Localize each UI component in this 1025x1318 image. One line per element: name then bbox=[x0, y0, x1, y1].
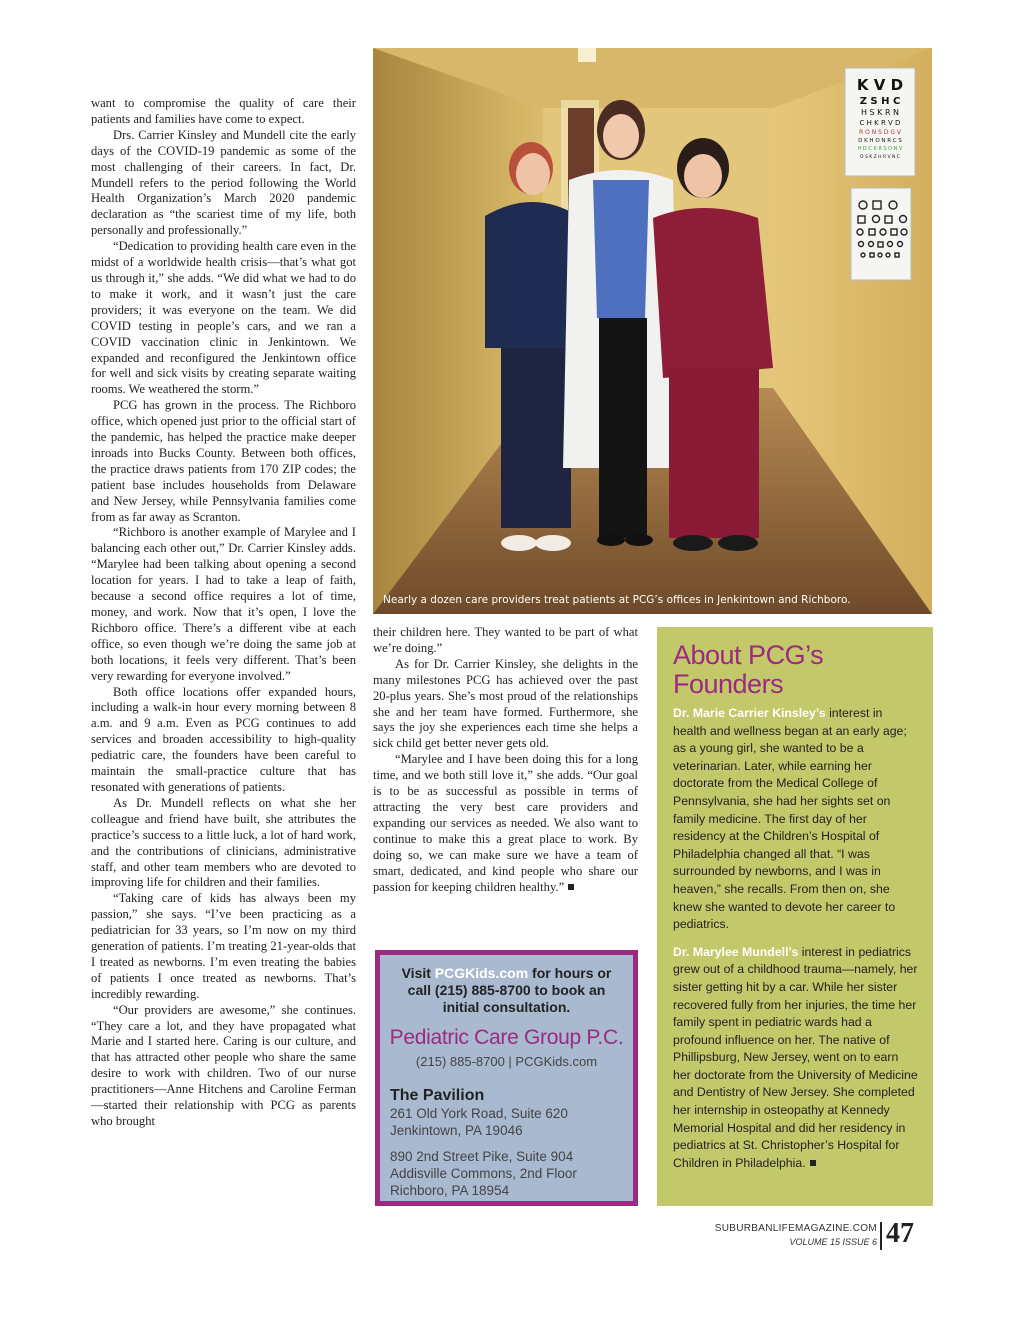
bio-text: interest in pediatrics grew out of a childhood trauma—namely, her sister getting hit by a car. While her sister recovered fully from her injuries, the time her family spent in pediatric wards had a profound influence on her. The native of Phillipsburg, New Jersey, went on to earn her doctorate from the University of Medicine and Dentistry of New Jersey. She completed her internship in osteopathy at Kennedy Memorial Hospital and did her residency in pediatrics at St. Christopher’s Hospital for Children in Philadelphia. bbox=[673, 944, 918, 1170]
footer-divider bbox=[880, 1222, 882, 1250]
bio-name: Dr. Marylee Mundell’s bbox=[673, 944, 799, 959]
visit-callout bbox=[394, 965, 619, 1016]
visit-suffix: for hours or call (215) 885-8700 to book an initial consultation. bbox=[407, 965, 612, 1015]
staff-photo bbox=[373, 48, 932, 614]
eye-chart-row: Z S H C bbox=[859, 96, 901, 107]
heading-line: Founders bbox=[673, 669, 784, 699]
footer-volume: VOLUME 15 ISSUE 6 bbox=[789, 1237, 877, 1247]
eye-chart-row: C H K R V D bbox=[859, 119, 901, 127]
eye-chart-row: O S K Z H R V N C bbox=[860, 155, 900, 160]
sidebar-heading bbox=[673, 641, 933, 699]
article-paragraph: “Taking care of kids has always been my passion,” she says. “I’ve been practicing as a pediatrician for 33 years, so I’m now on my third generation of patients. I’m treating 21-year-olds that I treated as newborns. I’m even treating the babies of patients I once treated as newborns. That’s incredibly rewarding. bbox=[91, 891, 356, 1001]
article-paragraph: their children here. They wanted to be part of what we’re doing.” bbox=[373, 625, 638, 655]
article-paragraph: As Dr. Mundell reflects on what she her colleague and friend have built, she attributes the practice’s success to a little luck, a lot of hard work, and the contributions of clinicians, administrative staff, and other team members who are devoted to improving life for children and their families. bbox=[91, 795, 356, 890]
article-paragraph: As for Dr. Carrier Kinsley, she delights in the many milestones PCG has achieved over the past 20-plus years. She’s most proud of the relationships she and her team have formed. Furthermore, she says the joy she experiences each time she helps a sick child get better never gets old. bbox=[373, 656, 638, 751]
article-paragraph: PCG has grown in the process. The Richboro office, which opened just prior to the official start of the pandemic, has helped the practice make deeper inroads into Bucks County. Between both offices, the practice draws patients from 170 ZIP codes; the patient base includes households from Delaware and New Jersey, while Pennsylvania families come from as far away as Scranton. bbox=[91, 398, 356, 524]
article-paragraph: “Our providers are awesome,” she continues. “They care a lot, and they have propagated what Marie and I started here. Caring is our culture, and that has attracted other people who share the same desire to work with children. Two of our nurse practitioners—Anne Hitchens and Caroline Ferman—started their relationship with PCG as parents who brought bbox=[91, 1002, 356, 1128]
page-number: 47 bbox=[886, 1218, 914, 1249]
website-link[interactable]: PCGKids.com bbox=[434, 965, 529, 981]
article-paragraph: Drs. Carrier Kinsley and Mundell cite the early days of the COVID-19 pandemic as some of the most challenging of their careers. In fact, Dr. Mundell refers to the period following the World Health Organization’s March 2020 pandemic declaration as “the scariest time of my life, both personally and professionally.” bbox=[91, 127, 356, 238]
article-column-2 bbox=[373, 625, 638, 895]
ceiling-light bbox=[578, 48, 596, 62]
article-paragraph: want to compromise the quality of care their patients and families have come to expect. bbox=[91, 96, 356, 126]
contact-line: (215) 885-8700 | PCGKids.com bbox=[415, 1054, 598, 1069]
location-name: The Pavilion bbox=[390, 1087, 485, 1104]
article-paragraph: “Richboro is another example of Marylee and I balancing each other out,” Dr. Carrier Kinsley adds. “Marylee had been talking about opening a second location for years. I had to take a leap of faith, because a second office requires a lot of time, money, and work. Now that it’s open, I love the Richboro office. There’s a different vibe at each office, so even though we’re doing the same job at both locations, it feels very different. That’s been very rewarding for everyone involved.” bbox=[91, 525, 356, 683]
article-paragraph-text: “Marylee and I have been doing this for a long time, and we both still love it,” she adds. “Our goal is to be as successful as possible in terms of attracting the very best care providers and expanding our services as needed. We also want to continue to make this a great place to work. By doing so, we can make sure we have a team of smart, dedicated, and kind people who share our passion for keeping children healthy.” bbox=[373, 752, 638, 894]
article-paragraph: Both office locations offer expanded hours, including a walk-in hour every morning between 8 a.m. and 9 a.m. Even as PCG continues to add services and broaden accessibility to high-quality pediatric care, the founders have been careful to maintain the small-practice culture that has resonated with generations of patients. bbox=[91, 684, 356, 794]
contact-box bbox=[375, 950, 638, 1206]
end-mark-icon bbox=[568, 884, 574, 890]
address-line: Richboro, PA 18954 bbox=[390, 1183, 510, 1198]
footer-website: SUBURBANLIFEMAGAZINE.COM bbox=[714, 1223, 877, 1234]
organization-name: Pediatric Care Group P.C. bbox=[389, 1026, 624, 1049]
address-line: Jenkintown, PA 19046 bbox=[390, 1123, 523, 1138]
visit-prefix: Visit bbox=[401, 965, 435, 981]
article-paragraph bbox=[373, 752, 638, 895]
address-line: 890 2nd Street Pike, Suite 904 bbox=[390, 1149, 574, 1164]
article-paragraph: “Dedication to providing health care even in the midst of a worldwide health crisis—that’s what got us through it,” she adds. “We did what we had to do to make it work, and it wasn’t just the care providers; it was everyone on the team. We did COVID testing in people’s cars, and we ran a COVID vaccination clinic in Jenkintown. We expanded and reconfigured the Jenkintown office for well and sick visits by creating separate waiting rooms. We weathered the storm.” bbox=[91, 239, 356, 397]
bio-mundell bbox=[673, 944, 919, 1173]
bio-name: Dr. Marie Carrier Kinsley’s bbox=[673, 706, 826, 720]
eye-chart-row: R O N S D G V bbox=[858, 129, 902, 136]
address-line: 261 Old York Road, Suite 620 bbox=[390, 1106, 568, 1121]
end-mark-icon bbox=[810, 1160, 816, 1166]
address-richboro bbox=[390, 1148, 633, 1199]
founders-sidebar bbox=[657, 627, 933, 1206]
eye-chart-row: K V D bbox=[856, 76, 904, 94]
eye-chart-row: H D C K R S O N V bbox=[857, 146, 903, 152]
address-jenkintown bbox=[390, 1105, 633, 1139]
photo-caption: Nearly a dozen care providers treat patients at PCG’s offices in Jenkintown and Richboro. bbox=[383, 594, 851, 606]
hallway-illustration bbox=[373, 48, 932, 614]
eye-chart-row: D K H O N R C S bbox=[858, 138, 902, 144]
article-column-1 bbox=[91, 96, 356, 1130]
heading-line: About PCG’s bbox=[673, 640, 824, 670]
eye-chart-row: H S K R N bbox=[860, 108, 900, 117]
bio-text: interest in health and wellness began at an early age; as a young girl, she wanted to be a veterinarian. Later, while earning her doctorate from the Medical College of Pennsylvania, she had her sights set on family medicine. The first day of her residency at the Children’s Hospital of Philadelphia changed all that. “I was surrounded by newborns, and I was in heaven,” she recalls. From then on, she knew she wanted to devote her career to pediatrics. bbox=[673, 706, 907, 932]
address-line: Addisville Commons, 2nd Floor bbox=[390, 1166, 577, 1181]
bio-carrier-kinsley bbox=[673, 705, 919, 934]
